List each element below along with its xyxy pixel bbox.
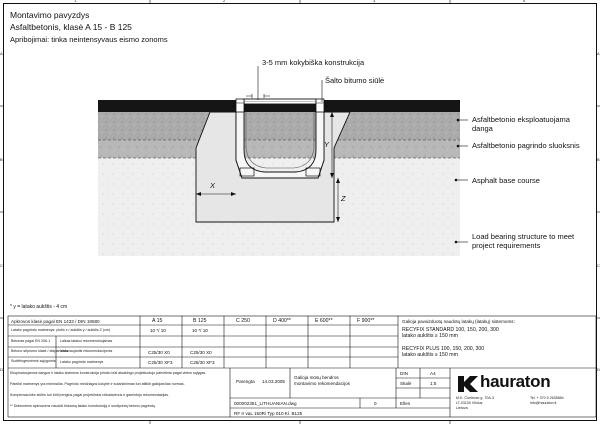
row-3-b125: C25/30 X0 bbox=[190, 350, 212, 355]
note-1: Eksploatuojamos dangos ir latako sistemos konstrukcija privalo būti atsakingo projektuotojo patvirtinta pagal vietos sąlygas. bbox=[10, 371, 207, 375]
class-c250: C 250 bbox=[236, 318, 250, 324]
row-3-a15: C25/30 X0 bbox=[148, 350, 170, 355]
class-b125: B 125 bbox=[193, 318, 207, 324]
row-4-a15: C25/30 XF3 bbox=[148, 360, 173, 365]
row-3-label: Betono stiprumo klasė / atsparumas bbox=[11, 349, 69, 353]
brand-email: info@hauraton.lt bbox=[530, 401, 557, 405]
scale-value: 1:5 bbox=[430, 381, 437, 386]
type-reference: RF Ir vaL 150Ri Typ 010 Kl. B125 bbox=[234, 411, 303, 416]
frame-row-c-right: C bbox=[597, 263, 600, 268]
dim-x-label: X bbox=[210, 181, 216, 190]
dwg-index: 0 bbox=[374, 401, 377, 406]
frame-col-2: 2 bbox=[223, 0, 226, 3]
row-4-b125: C25/30 XF3 bbox=[190, 360, 215, 365]
dwg-name: 000002351_LITHUANIAN.dwg bbox=[234, 401, 297, 406]
callout-base-course: Asphalt base course bbox=[472, 176, 540, 185]
doc-note-line-2: montavimo rekomendacijos bbox=[294, 381, 350, 386]
callout-load-line-1: Load bearing structure to meet bbox=[472, 232, 575, 241]
row-2-label: Betonas pagal EN 206-1 bbox=[11, 339, 51, 343]
din-value: A4 bbox=[430, 371, 436, 376]
prepared-date: 14.03.2005 bbox=[262, 379, 285, 384]
dwg-lang: Ellen bbox=[400, 401, 411, 406]
frame-row-a: A bbox=[0, 51, 3, 56]
title-line-2: Asfaltbetonis, klasė A 15 - B 125 bbox=[10, 22, 132, 32]
class-e600: E 600** bbox=[315, 318, 333, 324]
frame-col-1: 1 bbox=[74, 0, 77, 3]
title-line-3: Apribojimai: tinka neintensyvaus eismo zonoms bbox=[10, 35, 168, 44]
row-1-a15: 10 */ 10 bbox=[150, 328, 166, 333]
callout-load-line-2: project requirements bbox=[472, 241, 541, 250]
dim-z-label: Z bbox=[341, 194, 346, 203]
callout-bitumen: Šalto bitumo siūlė bbox=[325, 76, 385, 85]
class-d400: D 400** bbox=[273, 318, 291, 324]
prepared-label: Parengta bbox=[236, 379, 255, 384]
row-2-sub: Laikas latakui rekomenduojamas bbox=[60, 339, 113, 343]
frame-col-4: 4 bbox=[523, 0, 526, 3]
frame-row-d: D bbox=[0, 367, 3, 372]
frame-row-b-right: B bbox=[597, 157, 600, 162]
scale-label: Skalė bbox=[400, 381, 412, 386]
note-3: Kompensacinės siūlės turi būti įrengtos pagal projektinius reikalavimus ir gamintojo rekomendacijas. bbox=[10, 393, 170, 397]
row-1-label: Latako pagrindo matmenys: plotis x / aukštis y / aukštis Z (cm) bbox=[11, 328, 111, 332]
brand-address-2: LT-03100 Vilnius bbox=[456, 401, 483, 405]
callout-asphalt-base: Asfaltbetonio pagrindo sluoksnis bbox=[472, 141, 580, 150]
din-label: DIN bbox=[400, 371, 408, 376]
frame-row-c: C bbox=[0, 263, 3, 268]
recommendation-title: Galioja pavaizduotų naudotų latakų (latakų) sistemoms: bbox=[402, 319, 515, 324]
row-3-sub: Vadovaujantis rekomendacijomis bbox=[60, 349, 113, 353]
brand-phone: Tel. + 370 5 2635884 bbox=[530, 396, 564, 400]
frame-row-a-right: A bbox=[597, 51, 600, 56]
dim-y-label: Y bbox=[324, 140, 330, 149]
frame-row-d-right: D bbox=[597, 367, 600, 372]
hauraton-logo-mark bbox=[456, 372, 480, 394]
brand-address-3: Lietuva bbox=[456, 406, 468, 410]
row-1-b125: 10 */ 10 bbox=[192, 328, 208, 333]
class-f900: F 900** bbox=[357, 318, 375, 324]
brand-name: hauraton bbox=[480, 372, 551, 391]
footnote: * y = latako aukštis - 4 cm bbox=[10, 304, 68, 310]
recommendation-4: latako aukštis ≥ 150 mm bbox=[402, 352, 458, 358]
table-header-label: Apkrovos klasė pagal EN 1433 / DIN 19580 bbox=[11, 319, 100, 324]
frame-row-b: B bbox=[0, 157, 3, 162]
recommendation-3: RECYFIX PLUS 100, 150, 200, 300 bbox=[402, 346, 485, 352]
class-a15: A 15 bbox=[152, 318, 163, 324]
callout-construction: 3-5 mm kokybiška konstrukcija bbox=[262, 58, 365, 67]
note-4: ** Didesnėms apkrovoms naudoti tinkamą latako konstrukciją ir sustiprintą betono pagrindą. bbox=[10, 404, 156, 408]
recommendation-2: latako aukštis ≥ 150 mm bbox=[402, 333, 458, 339]
doc-note-line-1: Galioja mūsų bendros bbox=[294, 375, 339, 380]
brand-address-1: M.K. Čiurlionio g. 70A-3 bbox=[456, 396, 494, 400]
row-4-label: Sudėtingesnėmis sąlygomis bbox=[11, 359, 56, 363]
title-line-1: Montavimo pavyzdys bbox=[10, 10, 90, 20]
recommendation-1: RECYFIX STANDARD 100, 150, 200, 300 bbox=[402, 327, 499, 333]
note-2: Pateikti matmenys yra minimalūs. Pagrindo medžiagos kokybė ir sutankinimas turi atitikti galiojančias normas. bbox=[10, 382, 185, 386]
row-4-sub: Latako pagrindo matmenys bbox=[60, 360, 104, 364]
frame-col-3: 3 bbox=[373, 0, 376, 3]
callout-asphalt-top: Asfaltbetonio eksploatuojama danga bbox=[472, 115, 570, 133]
